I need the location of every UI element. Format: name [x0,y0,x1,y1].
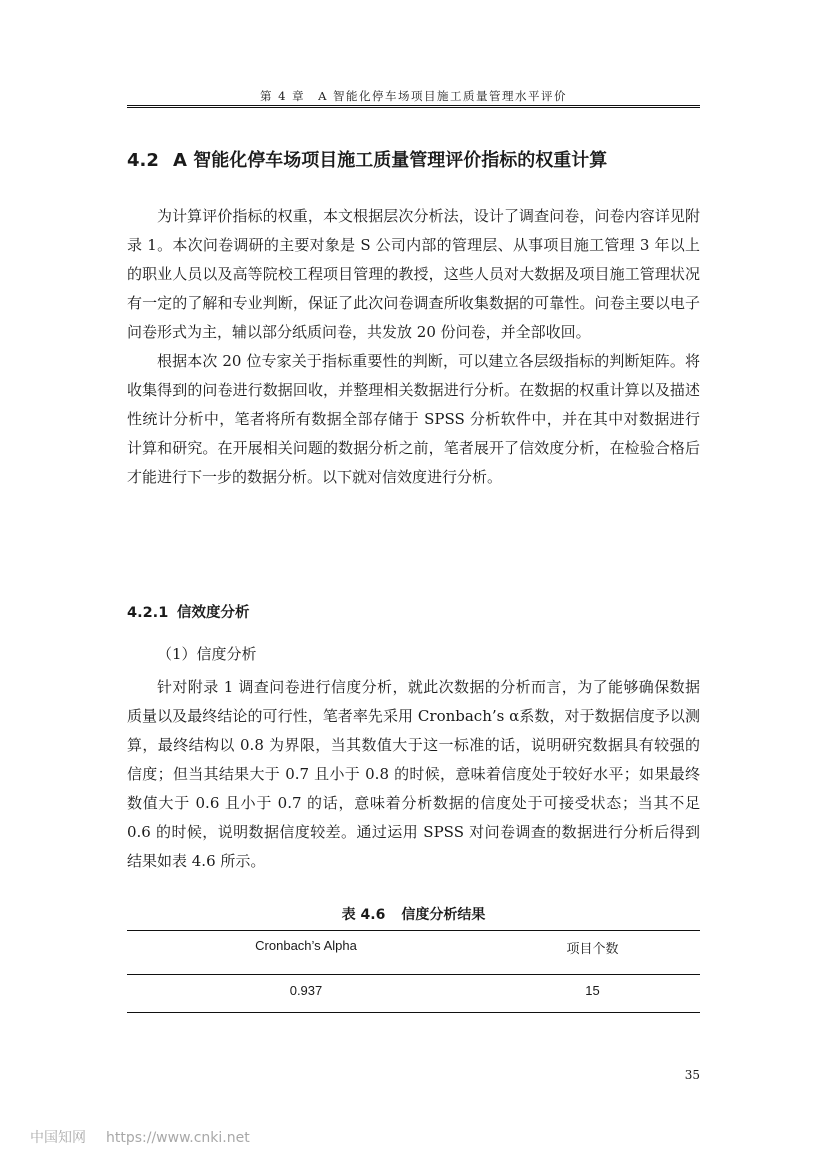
paragraph-2: 根据本次 20 位专家关于指标重要性的判断，可以建立各层级指标的判断矩阵。将收集得到的问卷进行数据回收，并整理相关数据进行分析。在数据的权重计算以及描述性统计分析中，笔者将所有数据全部存储于 SPSS 分析软件中，并在其中对数据进行计算和研究。在开展相关问题的数据分析之前，笔者展开了信效度分析，在检验合格后才能进行下一步的数据分析。以下就对信效度进行分析。 [127,352,700,486]
section-title: A 智能化停车场项目施工质量管理评价指标的权重计算 [173,150,608,171]
table-cell-alpha-value: 0.937 [289,983,323,998]
running-header: 第 4 章 A 智能化停车场项目施工质量管理水平评价 [259,89,568,103]
subsection-title: 信效度分析 [177,605,250,621]
header-rule [127,105,700,106]
watermark [30,1127,250,1147]
header-rule-thin [127,107,700,108]
item-label: （1）信度分析 [157,645,257,663]
table-caption-number: 表 4.6 [341,907,386,923]
table-bottom-rule [127,1012,700,1013]
subsection-heading [127,601,250,622]
intro-text [127,202,700,492]
table-header-cronbach: Cronbach’s Alpha [255,938,357,953]
paragraph-1: 为计算评价指标的权重，本文根据层次分析法，设计了调查问卷，问卷内容详见附录 1。本次问卷调研的主要对象是 S 公司内部的管理层、从事项目施工管理 3 年以上的职业人员以及高等院校工程项目管理的教授，这些人员对大数据及项目施工管理状况有一定的了解和专业判断，保证了此次问卷调查所收集数据的可靠性。问卷主要以电子问卷形式为主，辅以部分纸质问卷，共发放 20 份问卷，并全部收回。 [127,207,700,341]
table-top-rule [127,930,700,931]
page-number: 35 [684,1068,700,1082]
table-caption-title: 信度分析结果 [401,907,486,923]
section-heading [127,146,700,172]
watermark-brand: 中国知网 [30,1130,86,1146]
table-caption [127,904,700,924]
reliability-text [127,673,700,876]
table-header-item-count: 项目个数 [566,941,619,956]
paragraph-3: 针对附录 1 调查问卷进行信度分析，就此次数据的分析而言，为了能够确保数据质量以及最终结论的可行性，笔者率先采用 Cronbach’s α系数，对于数据信度予以测算，最终结构以 0.8 为界限，当其数值大于这一标准的话，说明研究数据具有较强的信度；但当其结果大于 0.7 且小于 0.8 的时候，意味着信度处于较好水平；如果最终数值大于 0.6 且小于 0.7 的话，意味着分析数据的信度处于可接受状态；当其不足 0.6 的时候，说明数据信度较差。通过运用 SPSS 对问卷调查的数据进行分析后得到结果如表 4.6 所示。 [127,678,700,870]
watermark-url: https://www.cnki.net [106,1130,250,1146]
table-mid-rule [127,974,700,975]
subsection-number: 4.2.1 [127,605,169,621]
section-number: 4.2 [127,150,159,171]
table-cell-item-count: 15 [585,983,600,998]
